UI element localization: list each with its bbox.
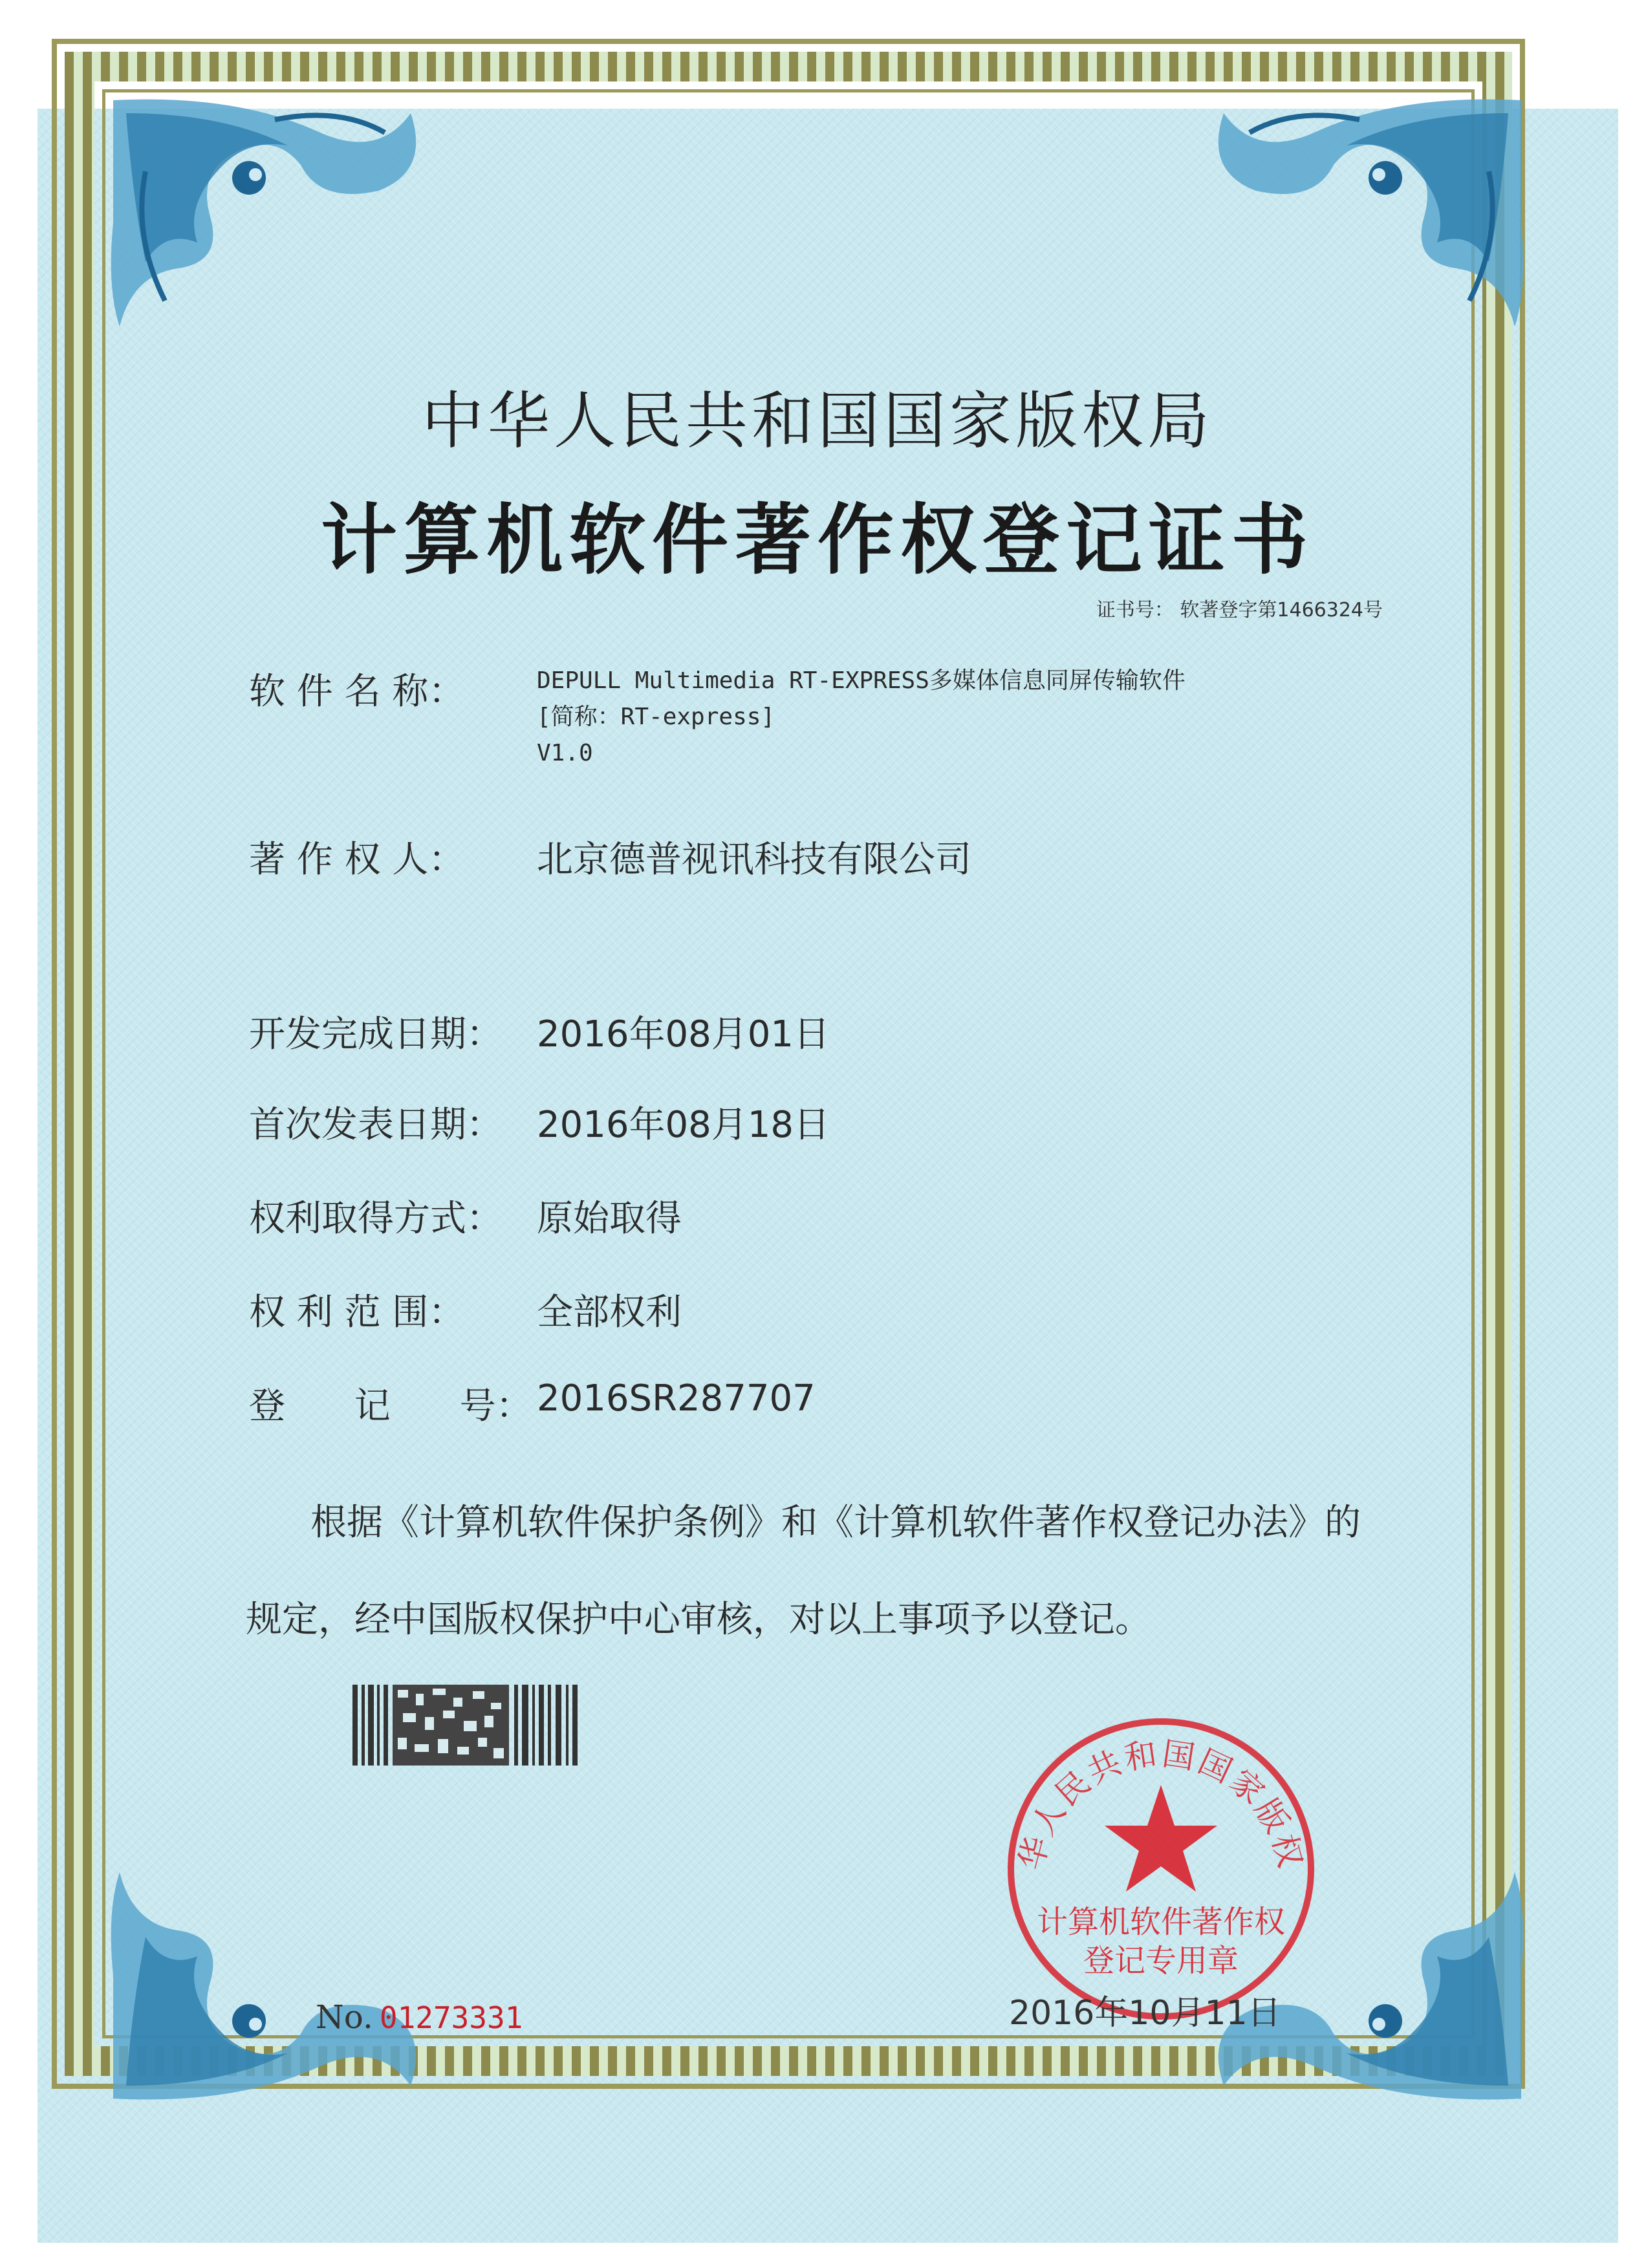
software-name-line1: DEPULL Multimedia RT-EXPRESS多媒体信息同屏传输软件: [537, 667, 1186, 694]
seal-inner-line1: 计算机软件著作权: [1036, 1904, 1286, 1940]
pub-date-label: 首次发表日期：: [249, 1104, 503, 1146]
scope-row: [249, 1284, 682, 1335]
software-name-label: 软 件 名 称：: [249, 671, 465, 713]
dev-date-label: 开发完成日期：: [249, 1013, 503, 1055]
reg-no-row: [249, 1377, 816, 1429]
scope-value: 全部权利: [537, 1291, 682, 1334]
software-name-row: [249, 663, 1186, 772]
certificate-number-label: 证书号：: [1096, 599, 1174, 621]
serial-number-value: 01273331: [379, 2000, 523, 2035]
pub-date-row: [249, 1096, 830, 1148]
seal-outer-text: 华人民共和国国家版权: [1012, 1734, 1310, 1874]
corner-ornament-bottom-left: [107, 1833, 443, 2105]
acquire-row: [249, 1190, 682, 1242]
pub-date-value: 2016年08月18日: [537, 1104, 830, 1146]
software-name-line2: [简称：RT-express]: [537, 704, 775, 730]
serial-number: [316, 1998, 523, 2036]
issue-date: 2016年10月11日: [1009, 1994, 1281, 2033]
statement-line-1: 根据《计算机软件保护条例》和《计算机软件著作权登记办法》的: [310, 1502, 1361, 1544]
scope-label: 权 利 范 围：: [249, 1291, 465, 1334]
barcode: [352, 1685, 582, 1766]
seal-star-icon: [1105, 1785, 1217, 1892]
reg-no-label: 登 记 号：: [249, 1385, 532, 1427]
official-seal: [980, 1701, 1342, 2024]
serial-number-label: No.: [316, 1998, 373, 2036]
dev-date-row: [249, 1006, 830, 1057]
dev-date-value: 2016年08月01日: [537, 1013, 830, 1055]
issuing-authority: 中华人民共和国国家版权局: [422, 385, 1213, 457]
owner-value: 北京德普视讯科技有限公司: [537, 839, 971, 881]
certificate-number-value: 软著登字第1466324号: [1180, 599, 1383, 621]
owner-label: 著 作 权 人：: [249, 839, 465, 881]
owner-row: [249, 831, 971, 883]
acquire-label: 权利取得方式：: [249, 1198, 503, 1240]
software-version: V1.0: [537, 740, 593, 766]
corner-ornament-top-right: [1191, 94, 1528, 365]
reg-no-value: 2016SR287707: [537, 1377, 816, 1420]
corner-ornament-top-left: [107, 94, 443, 365]
statement-line-2: 规定，经中国版权保护中心审核，对以上事项予以登记。: [246, 1599, 1151, 1641]
seal-inner-line2: 登记专用章: [1083, 1943, 1239, 1979]
certificate-number: [1096, 594, 1383, 622]
certificate-title: 计算机软件著作权登记证书: [320, 495, 1314, 585]
acquire-value: 原始取得: [537, 1198, 682, 1240]
